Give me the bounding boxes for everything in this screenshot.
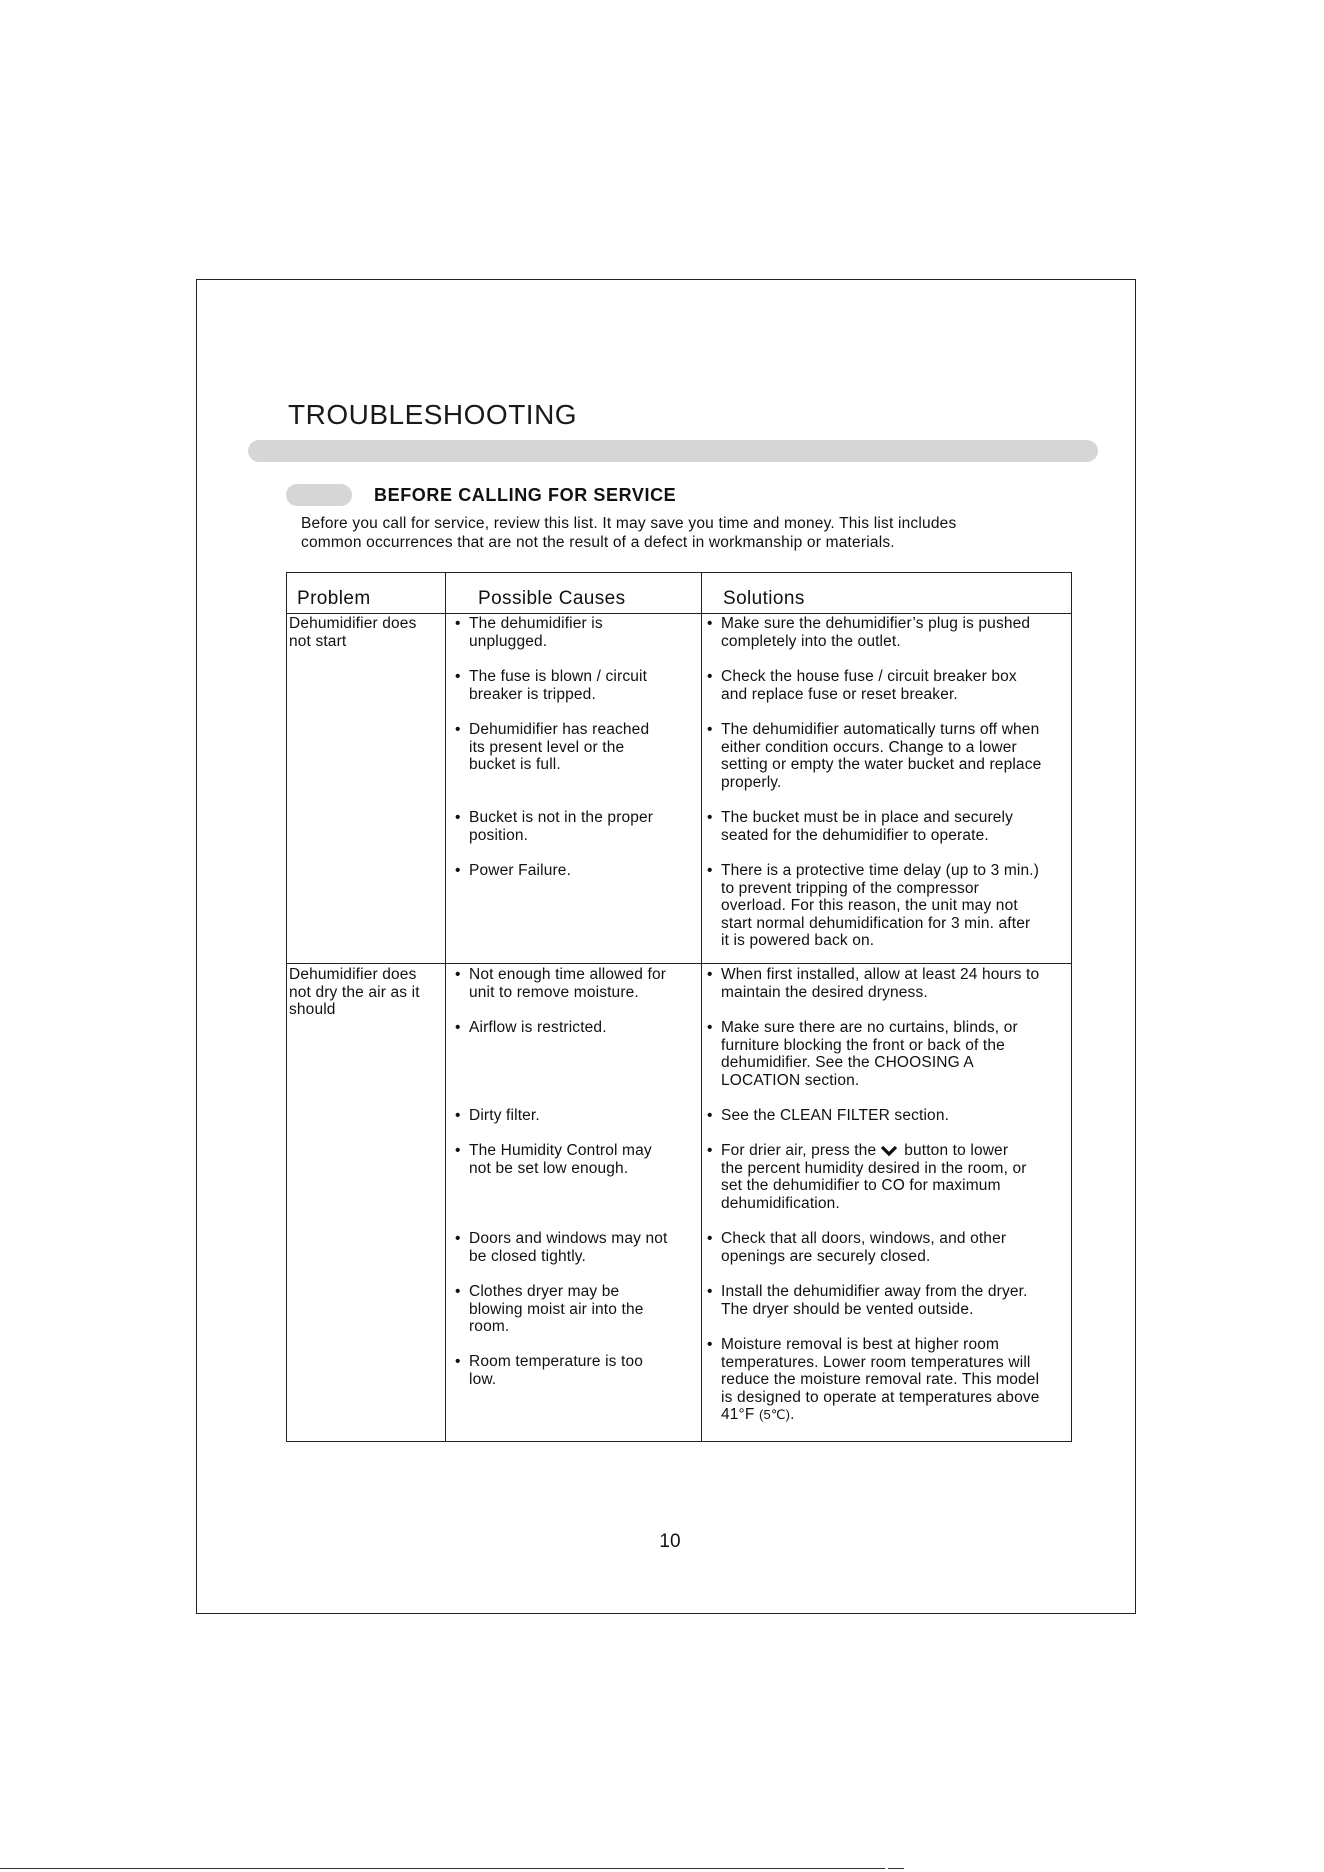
header-possible-causes: Possible Causes (478, 588, 626, 609)
intro-line-2: common occurrences that are not the result of a defect in workmanship or materials. (301, 534, 895, 551)
cause-item: • Dehumidifier has reached its present level or the bucket is full. (455, 721, 650, 774)
header-problem: Problem (297, 588, 371, 609)
problem-line: Dehumidifier does (289, 615, 417, 632)
problem-line: not dry the air as it (289, 983, 420, 1001)
solution-item: • Check that all doors, windows, and other openings are securely closed. (707, 1230, 1007, 1265)
solution-item: • Check the house fuse / circuit breaker box and replace fuse or reset breaker. (707, 668, 1017, 703)
row-divider (287, 963, 1071, 964)
intro-paragraph (301, 514, 1081, 552)
solution-item: • Moisture removal is best at higher room temperatures. Lower room temperatures will reduce the moisture removal rate. This model is designed to operate at temperatures above 41°F (5℃). (707, 1336, 1040, 1424)
section-heading: BEFORE CALLING FOR SERVICE (374, 485, 677, 505)
problem-cell (289, 615, 439, 650)
solution-item: • Make sure there are no curtains, blinds, or furniture blocking the front or back of the dehumidifier. See the CHOOSING A LOCATION section. (707, 1019, 1018, 1089)
title-underline-bar (248, 440, 1098, 462)
column-divider-2 (701, 573, 702, 1441)
cause-item: • The dehumidifier is unplugged. (455, 615, 603, 650)
section-pill-decoration (286, 484, 352, 506)
page-number: 10 (659, 1531, 681, 1552)
cause-item: • Dirty filter. (455, 1107, 540, 1124)
cause-item: • Clothes dryer may be blowing moist air into the room. (455, 1283, 644, 1336)
cause-item: • The Humidity Control may not be set low enough. (455, 1142, 652, 1177)
cause-item: • Airflow is restricted. (455, 1019, 607, 1036)
solution-item: • There is a protective time delay (up to 3 min.) to prevent tripping of the compressor overload. For this reason, the unit may not start normal dehumidification for 3 min. after it is powered back on. (707, 862, 1040, 950)
troubleshooting-table (286, 572, 1072, 1442)
intro-line-1: Before you call for service, review this list. It may save you time and money. This list includes (301, 515, 957, 532)
problem-line: should (289, 1001, 336, 1019)
solution-item: • Make sure the dehumidifier’s plug is pushed completely into the outlet. (707, 615, 1031, 650)
cause-item: • Power Failure. (455, 862, 572, 879)
page-title: TROUBLESHOOTING (288, 399, 578, 430)
solution-item: • The dehumidifier automatically turns off when either condition occurs. Change to a lower setting or empty the water bucket and replace properly. (707, 721, 1042, 791)
problem-cell (289, 966, 439, 1019)
cause-item: • Bucket is not in the proper position. (455, 809, 654, 844)
cause-item: • Doors and windows may not be closed tightly. (455, 1230, 668, 1265)
problem-line: Dehumidifier does (289, 966, 417, 983)
solution-item: • For drier air, press the button to lower the percent humidity desired in the room, or set the dehumidifier to CO for maximum dehumidification. (707, 1142, 1027, 1212)
solution-item: • Install the dehumidifier away from the dryer. The dryer should be vented outside. (707, 1283, 1028, 1318)
bottom-rule (0, 1868, 885, 1869)
column-divider-1 (445, 573, 446, 1441)
cause-item: • Not enough time allowed for unit to remove moisture. (455, 966, 667, 1001)
bottom-rule-segment (888, 1868, 904, 1869)
header-solutions: Solutions (723, 588, 805, 609)
solution-item: • See the CLEAN FILTER section. (707, 1107, 950, 1124)
header-divider (287, 613, 1071, 614)
chevron-down-icon (880, 1145, 898, 1157)
problem-line: not start (289, 632, 347, 650)
solution-item: • When first installed, allow at least 24 hours to maintain the desired dryness. (707, 966, 1040, 1001)
solution-item: • The bucket must be in place and securely seated for the dehumidifier to operate. (707, 809, 1014, 844)
cause-item: • Room temperature is too low. (455, 1353, 644, 1388)
cause-item: • The fuse is blown / circuit breaker is tripped. (455, 668, 648, 703)
